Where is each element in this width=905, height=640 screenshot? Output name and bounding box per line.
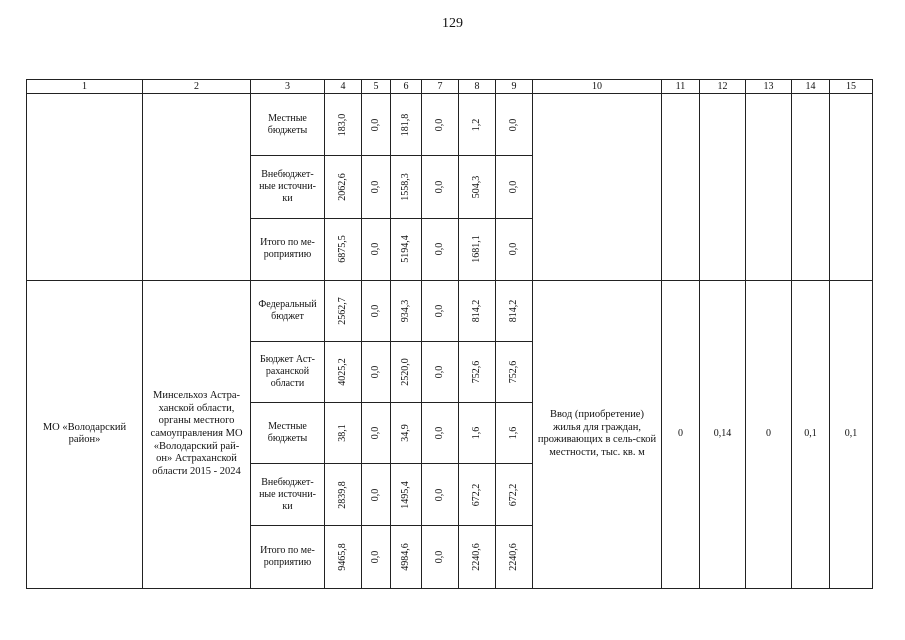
indicator-value-cell: 0,1 — [792, 280, 830, 588]
value-cell: 6875,5 — [325, 218, 362, 280]
column-header: 2 — [143, 80, 251, 94]
value-cell: 0,0 — [362, 403, 391, 464]
value-cell: 0,0 — [422, 464, 459, 525]
value-cell: 1558,3 — [391, 156, 422, 218]
indicator-value-cell: 0,1 — [830, 280, 873, 588]
column-header: 15 — [830, 80, 873, 94]
column-header: 5 — [362, 80, 391, 94]
value-cell: 183,0 — [325, 94, 362, 156]
value-cell: 1,2 — [459, 94, 496, 156]
value-cell: 34,9 — [391, 403, 422, 464]
value-cell: 814,2 — [496, 280, 533, 341]
column-header: 3 — [251, 80, 325, 94]
empty-cell — [533, 94, 662, 281]
value-cell: 0,0 — [422, 94, 459, 156]
indicator-value-cell: 0 — [746, 280, 792, 588]
value-cell: 0,0 — [422, 218, 459, 280]
empty-cell — [792, 94, 830, 281]
value-cell: 5194,4 — [391, 218, 422, 280]
funding-source-cell: Местные бюджеты — [251, 94, 325, 156]
empty-cell — [830, 94, 873, 281]
value-cell: 2520,0 — [391, 341, 422, 402]
value-cell: 0,0 — [362, 341, 391, 402]
value-cell: 934,3 — [391, 280, 422, 341]
table-row — [27, 280, 873, 341]
column-header: 14 — [792, 80, 830, 94]
column-header: 8 — [459, 80, 496, 94]
value-cell: 0,0 — [362, 156, 391, 218]
value-cell: 0,0 — [496, 218, 533, 280]
column-header: 10 — [533, 80, 662, 94]
municipality-cell: МО «Володарский район» — [27, 280, 143, 588]
column-header-row — [27, 80, 873, 94]
page-number: 129 — [442, 16, 463, 31]
value-cell: 1681,1 — [459, 218, 496, 280]
value-cell: 672,2 — [459, 464, 496, 525]
value-cell: 0,0 — [422, 280, 459, 341]
empty-cell — [700, 94, 746, 281]
column-header: 9 — [496, 80, 533, 94]
value-cell: 0,0 — [422, 156, 459, 218]
value-cell: 0,0 — [362, 218, 391, 280]
value-cell: 0,0 — [362, 94, 391, 156]
value-cell: 0,0 — [422, 341, 459, 402]
value-cell: 4984,6 — [391, 525, 422, 588]
value-cell: 2562,7 — [325, 280, 362, 341]
value-cell: 672,2 — [496, 464, 533, 525]
value-cell: 2240,6 — [496, 525, 533, 588]
value-cell: 0,0 — [362, 464, 391, 525]
value-cell: 9465,8 — [325, 525, 362, 588]
value-cell: 1,6 — [459, 403, 496, 464]
column-header: 12 — [700, 80, 746, 94]
empty-cell — [27, 94, 143, 281]
empty-cell — [143, 94, 251, 281]
indicator-value-cell: 0 — [662, 280, 700, 588]
value-cell: 1495,4 — [391, 464, 422, 525]
column-header: 1 — [27, 80, 143, 94]
value-cell: 752,6 — [459, 341, 496, 402]
indicator-cell: Ввод (приобретение) жилья для граждан, проживающих в сель-ской местности, тыс. кв. м — [533, 280, 662, 588]
funding-source-cell: Внебюджет-ные источни-ки — [251, 156, 325, 218]
funding-source-cell: Внебюджет-ные источни-ки — [251, 464, 325, 525]
column-header: 13 — [746, 80, 792, 94]
executor-cell: Минсельхоз Астра-ханской области, органы местного самоуправления МО «Володарский рай-он» Астраханской области 2015 - 2024 — [143, 280, 251, 588]
funding-source-cell: Местные бюджеты — [251, 403, 325, 464]
value-cell: 0,0 — [362, 280, 391, 341]
value-cell: 504,3 — [459, 156, 496, 218]
program-table — [26, 79, 873, 589]
value-cell: 4025,2 — [325, 341, 362, 402]
value-cell: 2062,6 — [325, 156, 362, 218]
table-row — [27, 94, 873, 156]
funding-source-cell: Итого по ме-роприятию — [251, 525, 325, 588]
empty-cell — [662, 94, 700, 281]
funding-source-cell: Итого по ме-роприятию — [251, 218, 325, 280]
value-cell: 2240,6 — [459, 525, 496, 588]
empty-cell — [746, 94, 792, 281]
column-header: 4 — [325, 80, 362, 94]
value-cell: 181,8 — [391, 94, 422, 156]
funding-source-cell: Бюджет Аст-раханской области — [251, 341, 325, 402]
indicator-value-cell: 0,14 — [700, 280, 746, 588]
value-cell: 814,2 — [459, 280, 496, 341]
value-cell: 752,6 — [496, 341, 533, 402]
value-cell: 0,0 — [422, 525, 459, 588]
column-header: 11 — [662, 80, 700, 94]
value-cell: 0,0 — [496, 156, 533, 218]
column-header: 7 — [422, 80, 459, 94]
funding-source-cell: Федеральный бюджет — [251, 280, 325, 341]
value-cell: 0,0 — [362, 525, 391, 588]
column-header: 6 — [391, 80, 422, 94]
value-cell: 2839,8 — [325, 464, 362, 525]
value-cell: 0,0 — [496, 94, 533, 156]
value-cell: 0,0 — [422, 403, 459, 464]
value-cell: 38,1 — [325, 403, 362, 464]
value-cell: 1,6 — [496, 403, 533, 464]
